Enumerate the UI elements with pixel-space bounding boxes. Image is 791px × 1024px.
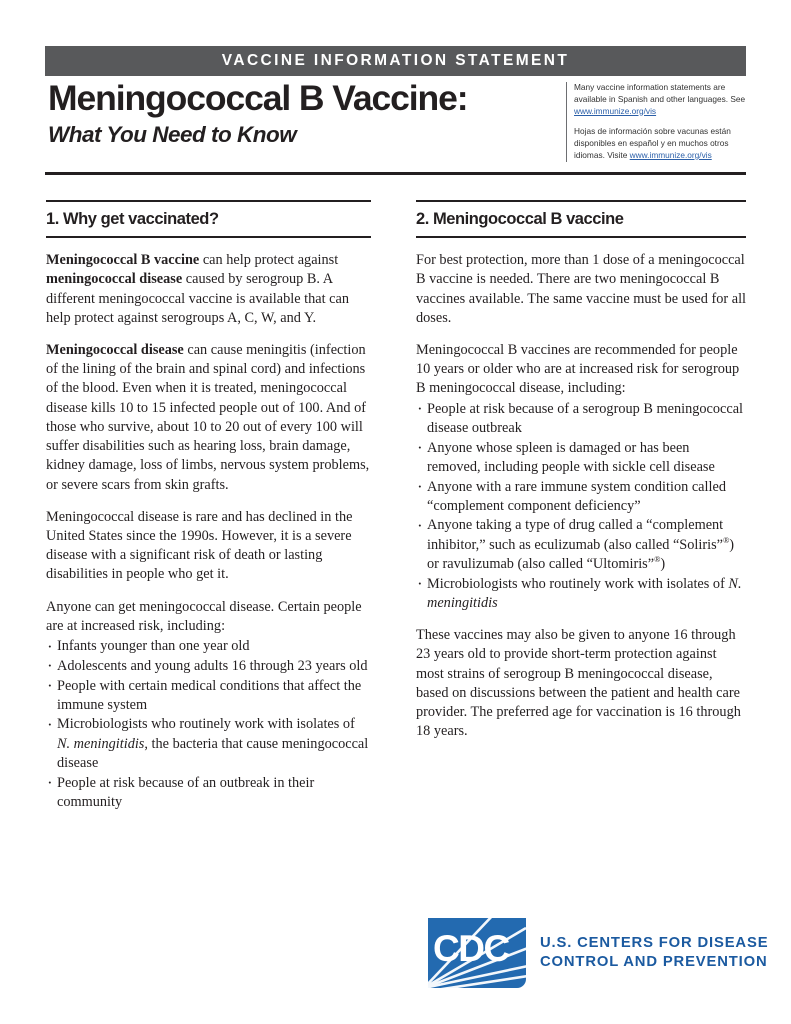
left-column bbox=[46, 200, 371, 813]
registered-trademark-icon: ® bbox=[654, 555, 661, 565]
section-1-risk-group-list bbox=[46, 637, 371, 812]
list-item-post: , the bacteria that cause meningococcal disease bbox=[57, 735, 369, 771]
language-availability-note bbox=[566, 82, 754, 162]
section-1-p1-rest: caused by serogroup B. A different meningococcal vaccine is available that can help protect against serogroups A, C, W, and Y. bbox=[46, 271, 349, 326]
section-1-paragraph-2 bbox=[46, 341, 371, 495]
language-note-english-text: Many vaccine information statements are available in Spanish and other languages. See bbox=[574, 82, 746, 104]
section-2-paragraph-1: For best protection, more than 1 dose of a meningococcal B vaccine is needed. There are two meningococcal B vaccines available. The same vaccine must be used for all doses. bbox=[416, 252, 747, 326]
language-note-spanish bbox=[574, 126, 754, 161]
agency-name-line-2: CONTROL AND PREVENTION bbox=[540, 954, 768, 970]
section-1-bottom-rule bbox=[46, 236, 371, 238]
list-item: · Anyone with a rare immune system condition called “complement component deficiency” bbox=[416, 478, 746, 516]
list-item: · People with certain medical conditions that affect the immune system bbox=[46, 677, 371, 715]
section-1-paragraph-3: Meningococcal disease is rare and has declined in the United States since the 1990s. However, it is a severe disease with a significant risk of death or lasting disabilities in people who get it. bbox=[46, 508, 353, 583]
list-item-post: ) bbox=[660, 555, 666, 572]
section-2-bottom-rule bbox=[416, 236, 746, 238]
list-item: · People at risk because of an outbreak in their community bbox=[46, 774, 371, 812]
list-item: · Adolescents and young adults 16 through 23 years old bbox=[46, 657, 371, 676]
right-column bbox=[416, 200, 746, 754]
vaccine-information-statement-banner bbox=[45, 46, 746, 76]
list-item-pre: Microbiologists who routinely work with isolates of bbox=[427, 575, 729, 592]
agency-name-line-1: U.S. CENTERS FOR DISEASE bbox=[540, 935, 769, 952]
section-1-p2-rest: can cause meningitis (infection of the lining of the brain and spinal cord) and infections of the blood. Even when it is treated, meningococcal disease kills 10 to 15 infected people out of 100. And of those who survive, about 10 to 20 out of every 100 will suffer disabilities such as hearing loss, brain damage, kidney damage, loss of limbs, nervous system problems, or severe scars from skin grafts. bbox=[46, 342, 370, 493]
list-item: · Anyone whose spleen is damaged or has been removed, including people with sickle cell disease bbox=[416, 439, 746, 477]
section-1-heading: 1. Why get vaccinated? bbox=[46, 210, 219, 228]
list-item bbox=[46, 715, 371, 773]
emphasis-meningococcal-b-vaccine: Meningococcal B vaccine bbox=[46, 252, 200, 269]
page-title: Meningococcal B Vaccine: bbox=[48, 78, 468, 118]
section-2-recommendation-list bbox=[416, 400, 746, 613]
emphasis-meningococcal-disease: meningococcal disease bbox=[46, 271, 183, 288]
section-1-paragraph-1 bbox=[46, 251, 371, 328]
masthead-divider-rule bbox=[45, 172, 746, 175]
list-item-pre: Anyone taking a type of drug called a “complement inhibitor,” such as eculizumab (also called “Soliris” bbox=[427, 517, 724, 553]
cdc-logo-letters: CDC bbox=[433, 928, 509, 969]
list-item bbox=[416, 575, 746, 613]
registered-trademark-icon: ® bbox=[723, 535, 730, 545]
section-1-paragraph-4: Anyone can get meningococcal disease. Certain people are at increased risk, including: bbox=[46, 598, 362, 634]
emphasis-meningococcal-disease-2: Meningococcal disease bbox=[46, 342, 184, 359]
cdc-logo bbox=[428, 918, 768, 988]
immunize-vis-link-english[interactable]: www.immunize.org/vis bbox=[574, 105, 657, 116]
section-2-heading: 2. Meningococcal B vaccine bbox=[416, 210, 624, 228]
banner-label: VACCINE INFORMATION STATEMENT bbox=[221, 52, 570, 70]
immunize-vis-link-spanish[interactable]: www.immunize.org/vis bbox=[629, 149, 712, 160]
list-item bbox=[416, 516, 746, 574]
list-item: · People at risk because of a serogroup B meningococcal disease outbreak bbox=[416, 400, 746, 438]
language-note-spanish-text: Hojas de información sobre vacunas están disponibles en español y en muchos otros idiomas. Visite bbox=[574, 126, 731, 160]
cdc-logo-mark-icon bbox=[428, 918, 526, 988]
page-subtitle: What You Need to Know bbox=[48, 122, 297, 148]
list-item-mid: ) or ravulizumab (also called “Ultomiris” bbox=[427, 536, 735, 572]
section-1-p1-mid: can help protect against bbox=[199, 252, 339, 269]
section-2-paragraph-2: Meningococcal B vaccines are recommended for people 10 years or older who are at increased risk for serogroup B meningococcal disease, including: bbox=[416, 342, 740, 397]
language-note-english bbox=[574, 82, 754, 117]
agency-name bbox=[540, 934, 768, 972]
section-2-paragraph-3: These vaccines may also be given to anyone 16 through 23 years old to provide short-term protection against most strains of serogroup B meningococcal disease, based on discussions between the patient and health care provider. The preferred age for vaccination is 16 through 18 years. bbox=[416, 627, 741, 740]
species-name-italic: N. meningitidis bbox=[57, 735, 145, 752]
list-item-pre: Microbiologists who routinely work with isolates of bbox=[57, 716, 355, 733]
list-item: · Infants younger than one year old bbox=[46, 637, 371, 656]
title-block bbox=[48, 80, 553, 147]
species-name-italic: N. meningitidis bbox=[427, 575, 742, 611]
